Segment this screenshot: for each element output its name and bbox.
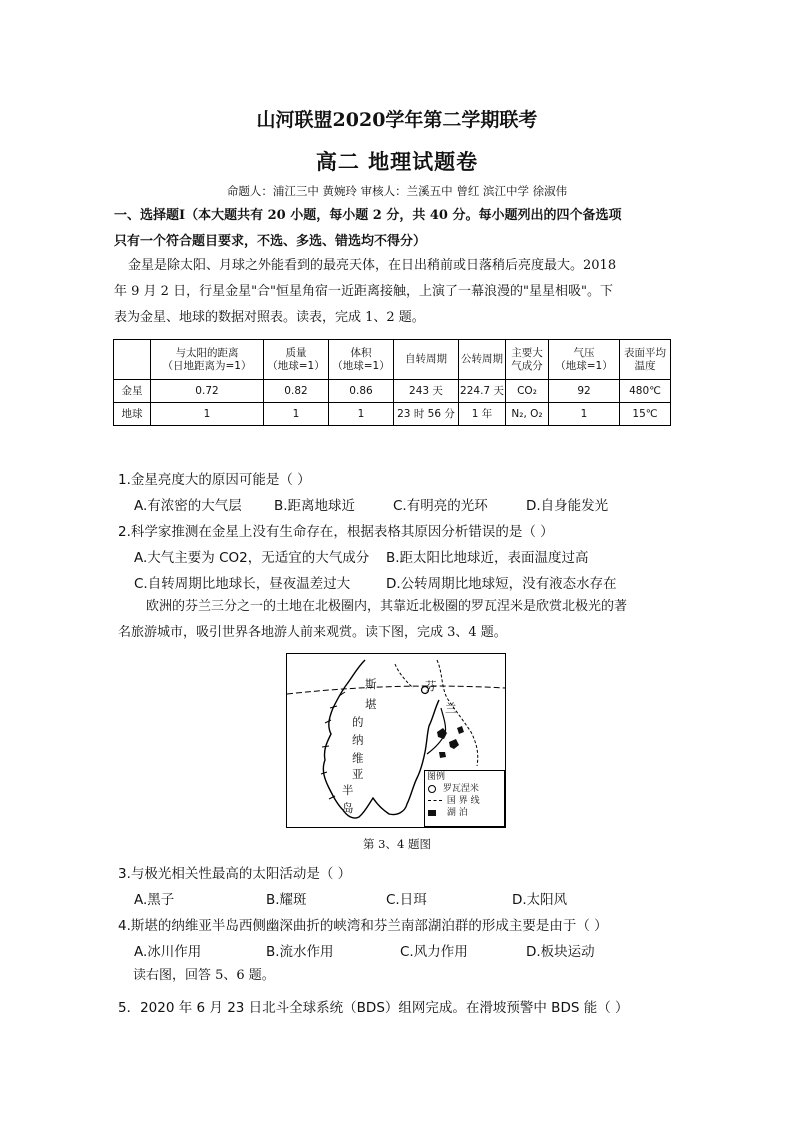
question-1-stem: 1.金星亮度大的原因可能是（ ）: [118, 472, 311, 488]
section-instructions: 一、选择题Ⅰ（本大题共有 20 小题，每小题 2 分，共 40 分。每小题列出的四个备选项 只有一个符合题目要求，不选、多选、错选均不得分）: [114, 208, 622, 249]
q1-option-c[interactable]: C.有明亮的光环: [393, 498, 488, 514]
exam-title: 山河联盟2020学年第二学期联考: [256, 109, 538, 131]
map-label-finland-2: 兰: [445, 701, 457, 715]
q3-option-d[interactable]: D.太阳风: [512, 892, 568, 908]
table-row: 金星 0.72 0.82 0.86 243 天 224.7 天 CO₂ 92 480℃: [114, 380, 671, 403]
passage-venus: 金星是除太阳、月球之外能看到的最亮天体，在日出稍前或日落稍后亮度最大。2018 年 9 月 2 日，行星金星"合"恒星角宿一近距离接触，上演了一幕浪漫的"星星相吸"。下 表为金星、地球的数据对照表。读表，完成 1、2 题。: [114, 258, 617, 325]
q1-option-b[interactable]: B.距离地球近: [274, 498, 356, 514]
lake-icon: [428, 810, 436, 816]
table-header-row: 与太阳的距离 （日地距离为=1） 质量 （地球=1） 体积 （地球=1） 自转周期 公转周期 主要大 气成分 气压 （地球=1） 表面平均 温度: [114, 340, 671, 380]
q2-option-d[interactable]: D.公转周期比地球短，没有液态水存在: [386, 576, 617, 592]
passage-finland: 欧洲的芬兰三分之一的土地在北极圈内，其靠近北极圈的罗瓦涅米是欣赏北极光的著 名旅游城市，吸引世界各地游人前来观赏。读下图，完成 3、4 题。: [118, 599, 628, 640]
q4-option-b[interactable]: B.流水作用: [266, 944, 334, 960]
q3-option-b[interactable]: B.耀斑: [266, 892, 307, 908]
map-labels: 斯 堪 的 纳 维 亚 半 岛 芬 兰: [342, 677, 457, 815]
passage-q5-6: 读右图，回答 5、6 题。: [133, 968, 275, 983]
map-caption: 第 3、4 题图: [363, 837, 431, 851]
question-2-stem: 2.科学家推测在金星上没有生命存在，根据表格其原因分析错误的是（ ）: [118, 524, 554, 540]
q3-option-a[interactable]: A.黑子: [134, 892, 175, 908]
q1-option-d[interactable]: D.自身能发光: [526, 498, 609, 514]
q4-option-d[interactable]: D.板块运动: [526, 944, 595, 960]
q1-option-a[interactable]: A.有浓密的大气层: [134, 498, 242, 514]
q2-option-a[interactable]: A.大气主要为 CO2，无适宜的大气成分: [134, 550, 370, 566]
q4-option-c[interactable]: C.风力作用: [400, 944, 468, 960]
map-legend: 图例 罗瓦涅米 国 界 线 湖 泊: [424, 770, 505, 827]
question-5-stem: 5．2020 年 6 月 23 日北斗全球系统（BDS）组网完成。在滑坡预警中 BDS 能（ ）: [118, 1000, 629, 1016]
exam-subtitle: 高二 地理试题卷: [315, 149, 479, 174]
authors-line: 命题人：浦江三中 黄婉玲 审核人：兰溪五中 曾红 滨江中学 徐淑伟: [226, 184, 568, 198]
scandinavia-map: [286, 653, 506, 828]
map-label-finland-1: 芬: [425, 679, 437, 693]
question-4-stem: 4.斯堪的纳维亚半岛西侧幽深曲折的峡湾和芬兰南部湖泊群的形成主要是由于（ ）: [118, 918, 608, 934]
border-line-icon: [428, 800, 442, 801]
q2-option-b[interactable]: B.距太阳比地球近，表面温度过高: [386, 550, 589, 566]
venus-earth-table: [113, 339, 671, 426]
table-row: 地球 1 1 1 23 时 56 分 1 年 N₂, O₂ 1 15℃: [114, 403, 671, 426]
q2-option-c[interactable]: C.自转周期比地球长，昼夜温差过大: [134, 576, 351, 592]
q3-option-c[interactable]: C.日珥: [386, 892, 427, 908]
city-icon: [428, 785, 436, 793]
q4-option-a[interactable]: A.冰川作用: [134, 944, 202, 960]
question-3-stem: 3.与极光相关性最高的太阳活动是（ ）: [118, 866, 352, 882]
